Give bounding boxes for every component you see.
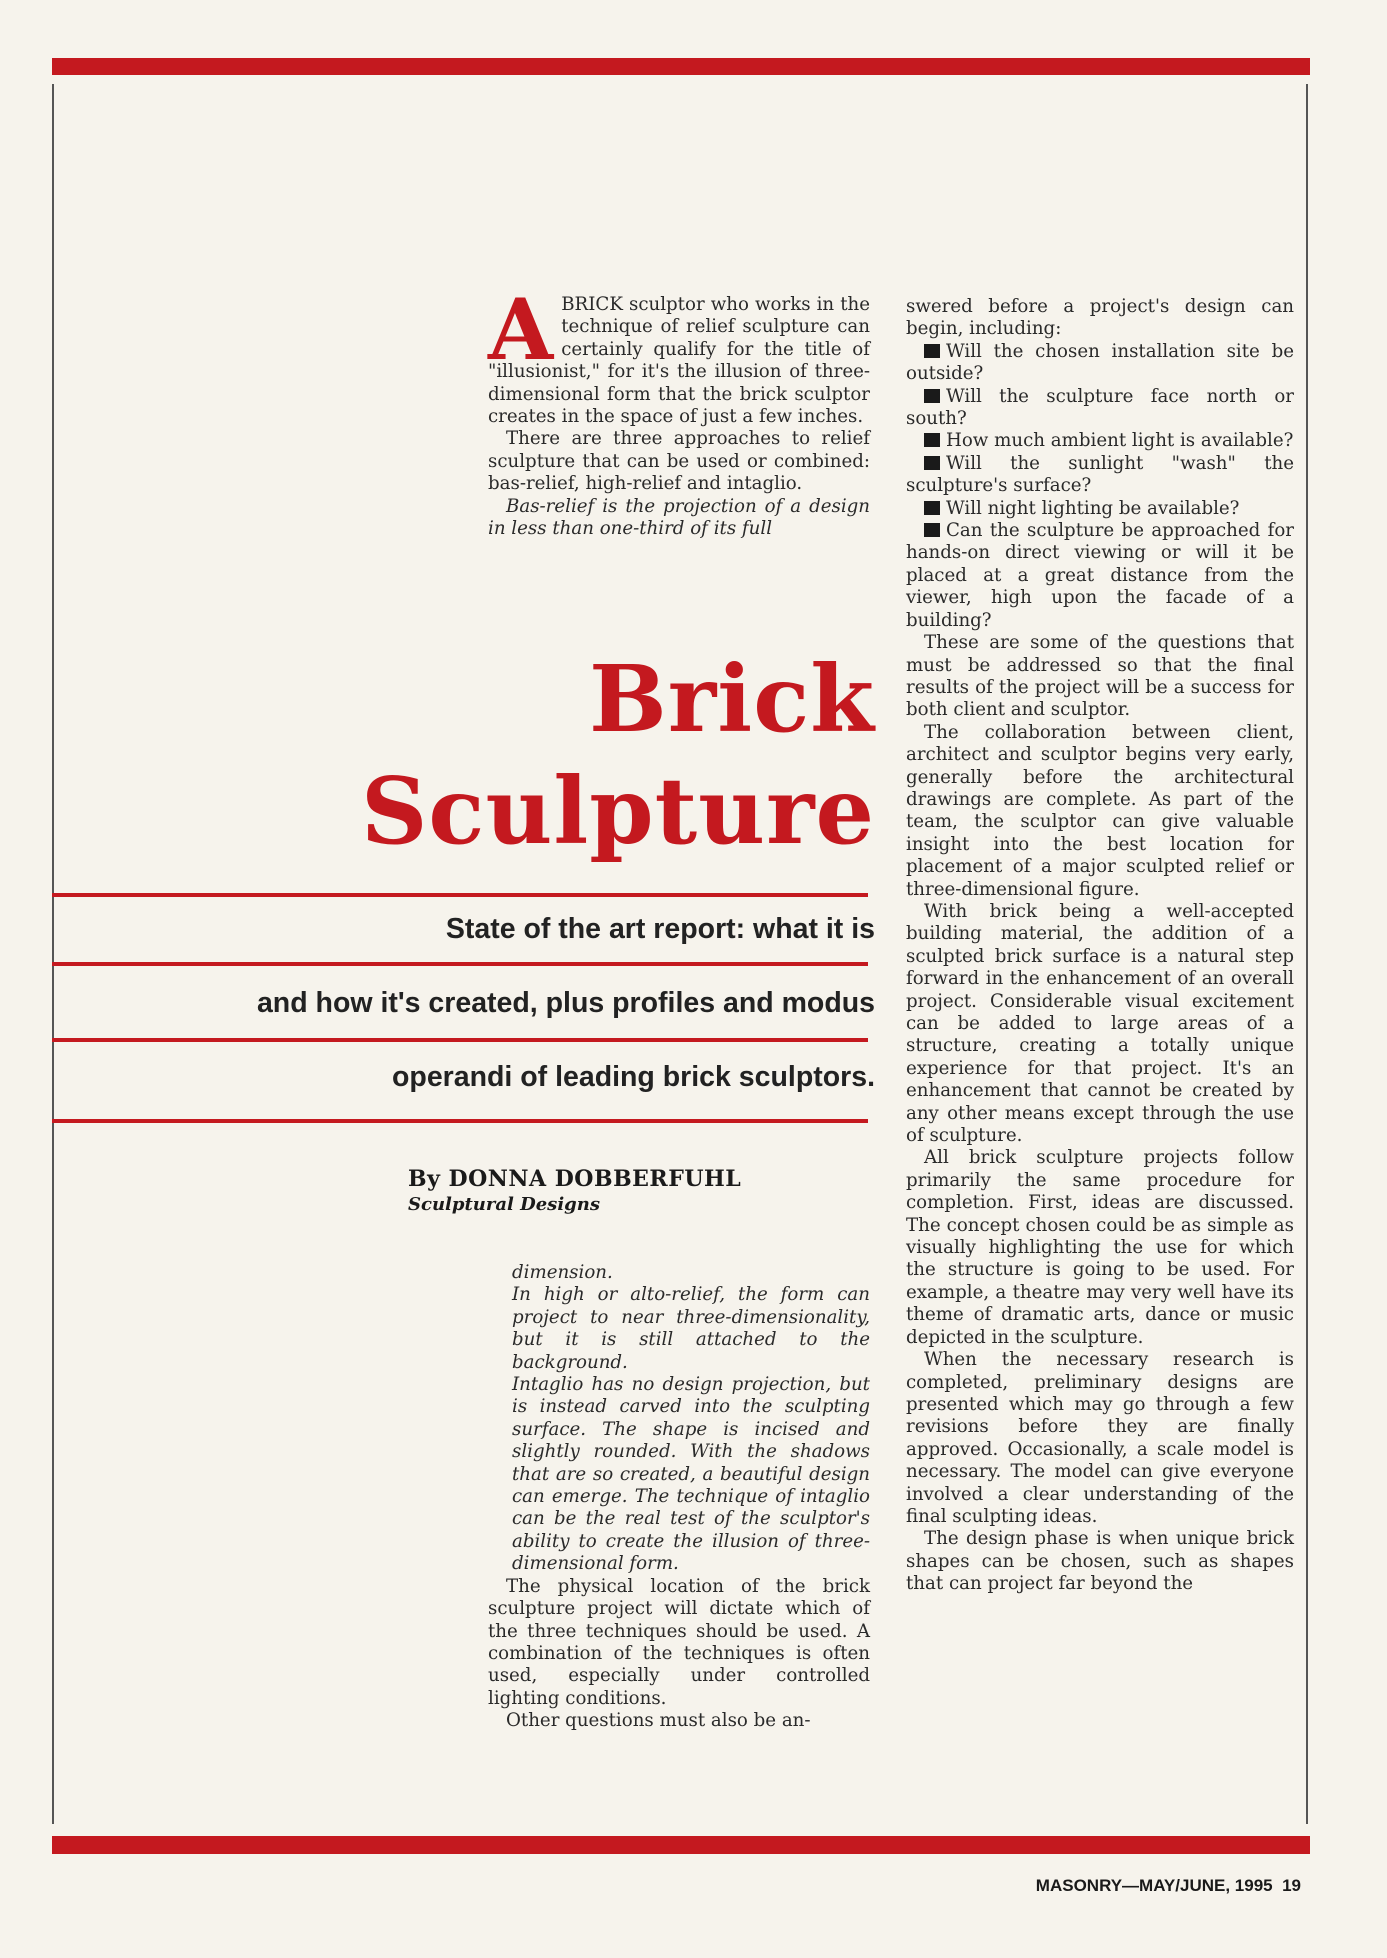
paragraph: dimension. <box>512 1262 613 1283</box>
paragraph: With brick being a well-accepted building material, the addition of a sculpted brick surface is a natural step forward in the enhancement of an overall project. Considerable visual excitement can be added to large areas of a structure, creating a totally unique experience for that project. It's an enhancement that cannot be created by any other means except through the use of sculpture. <box>906 900 1294 1147</box>
red-rule <box>52 1038 868 1042</box>
square-bullet-icon <box>924 501 940 515</box>
paragraph: Intaglio has no design projection, but is instead carved into the sculpting surface. The shape is incised and slightly rounded. With the shadows that are so created, a beautiful design can emerge. The technique of intaglio can be the real test of the sculptor's ability to create the illusion of three-dimensional form. <box>512 1374 870 1575</box>
square-bullet-icon <box>924 344 940 358</box>
bullet-item: Can the sculpture be approached for hands-on direct viewing or will it be placed at a great distance from the viewer, high upon the facade of a building? <box>906 520 1294 631</box>
red-rule <box>52 1119 868 1123</box>
paragraph: Other questions must also be an- <box>506 1710 811 1732</box>
bullet-item: Will night lighting be available? <box>906 498 1294 520</box>
headline-line-2: Sculpture <box>360 757 875 865</box>
paragraph: Bas-relief is the projection of a design in less than one-third of its full <box>488 495 870 540</box>
deck-line-1: State of the art report: what it is <box>445 913 875 945</box>
column-1-bottom <box>488 1262 870 1733</box>
paragraph: These are some of the questions that must be addressed so that the final results of the project will be a success for both client and sculptor. <box>906 632 1294 721</box>
page-number: 19 <box>1282 1876 1301 1895</box>
square-bullet-icon <box>924 456 940 470</box>
paragraph: ABRICK sculptor who works in the technique of relief sculpture can certainly qualify for the title of "illusionist," for it's the illusion of three-dimensional form that the brick sculptor creates in the space of just a few inches. <box>488 280 870 428</box>
paragraph: The design phase is when unique brick shapes can be chosen, such as shapes that can project far beyond the <box>906 1528 1294 1595</box>
top-red-bar <box>52 58 1310 75</box>
bottom-red-bar <box>52 1836 1310 1854</box>
paragraph: There are three approaches to relief sculpture that can be used or combined: bas-relief, high-relief and intaglio. <box>488 428 870 495</box>
paragraph: When the necessary research is completed, preliminary designs are presented which may go through a few revisions before they are finally approved. Occasionally, a scale model is necessary. The model can give everyone involved a clear understanding of the final sculpting ideas. <box>906 1349 1294 1527</box>
bullet-item: Will the sculpture face north or south? <box>906 385 1294 430</box>
square-bullet-icon <box>924 523 940 537</box>
paragraph: swered before a project's design can begin, including: <box>906 296 1294 340</box>
column-1-top <box>488 280 870 540</box>
paragraph: The physical location of the brick sculpture project will dictate which of the three techniques should be used. A combination of the techniques is often used, especially under controlled lighting conditions. <box>488 1575 870 1709</box>
deck-line-3: operandi of leading brick sculptors. <box>392 1061 875 1093</box>
paragraph: In high or alto-relief, the form can project to near three-dimensionality, but it is still attached to the background. <box>512 1284 870 1373</box>
red-rule <box>52 962 868 966</box>
column-2 <box>906 296 1294 1596</box>
deck-line-2: and how it's created, plus profiles and modus <box>256 987 875 1019</box>
publication-line: MASONRY—MAY/JUNE, 1995 <box>1035 1876 1273 1895</box>
page-footer <box>1036 1876 1301 1896</box>
byline-affiliation: Sculptural Designs <box>408 1194 600 1215</box>
square-bullet-icon <box>924 433 940 447</box>
bullet-item: How much ambient light is available? <box>906 430 1294 452</box>
byline: By DONNA DOBBERFUHL <box>408 1166 742 1192</box>
square-bullet-icon <box>924 389 940 403</box>
bullet-item: Will the chosen installation site be outside? <box>906 340 1294 385</box>
headline-line-1: Brick <box>589 645 875 753</box>
paragraph: All brick sculpture projects follow primarily the same procedure for completion. First, ideas are discussed. The concept chosen could be as simple as visually highlighting the use for which the structure is going to be used. For example, a theatre may very well have its theme of dramatic arts, dance or music depicted in the sculpture. <box>906 1147 1294 1348</box>
paragraph: The collaboration between client, architect and sculptor begins very early, generally before the architectural drawings are complete. As part of the team, the sculptor can give valuable insight into the best location for placement of a major sculpted relief or three-dimensional figure. <box>906 721 1294 900</box>
bullet-item: Will the sunlight "wash" the sculpture's surface? <box>906 452 1294 497</box>
red-rule <box>52 893 868 897</box>
drop-cap: A <box>488 280 554 379</box>
